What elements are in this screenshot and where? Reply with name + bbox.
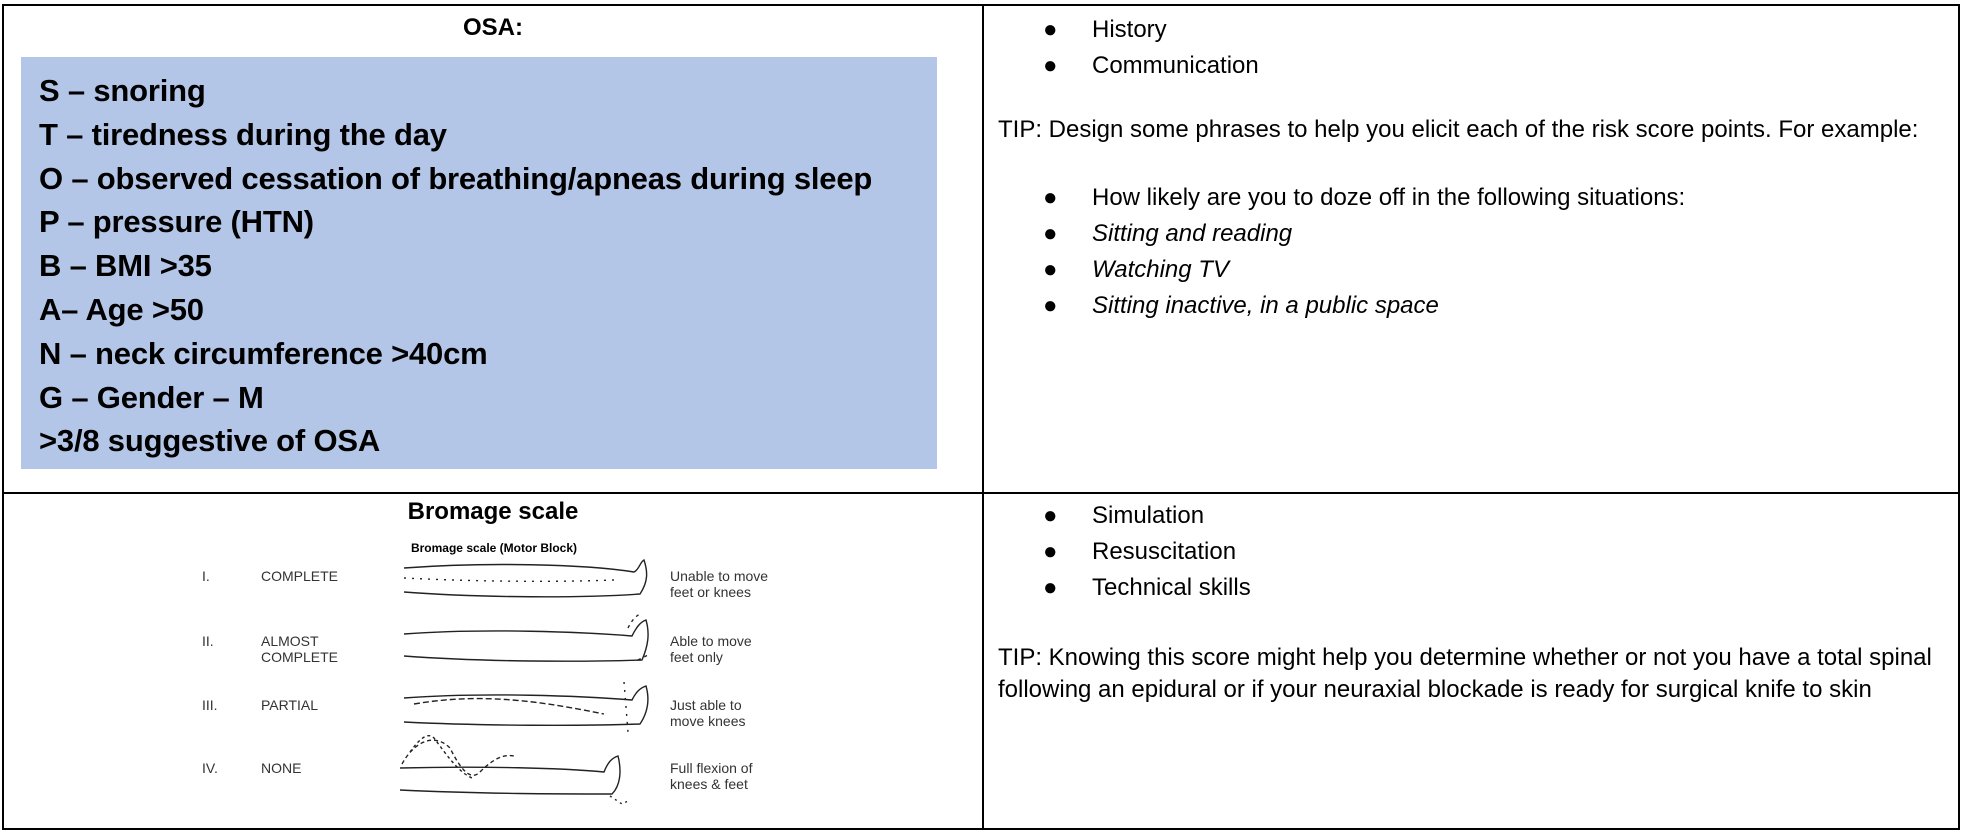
- osa-example-list: [984, 180, 1685, 324]
- leg-outline-complete: [404, 560, 647, 597]
- stop-bang-box: [21, 57, 937, 469]
- bromage-notes-cell: [984, 494, 1958, 828]
- stop-bang-line-t: T – tiredness during the day: [39, 116, 447, 152]
- stop-bang-line-p: P – pressure (HTN): [39, 204, 314, 240]
- list-item: ● Watching TV: [984, 252, 1685, 288]
- grade-desc: feet only: [670, 649, 723, 665]
- grade-level: ALMOST: [261, 633, 319, 649]
- grade-desc: move knees: [670, 713, 746, 729]
- bullet-icon: ●: [1043, 184, 1058, 211]
- bullet-icon: ●: [1043, 502, 1058, 529]
- stop-bang-line-o: O – observed cessation of breathing/apneas during sleep: [39, 160, 873, 196]
- grade-level: PARTIAL: [261, 697, 319, 713]
- grade-numeral: IV.: [202, 760, 218, 776]
- list-item: ● Simulation: [984, 498, 1251, 534]
- osa-skill-list: [984, 12, 1259, 84]
- osa-cell: [4, 6, 982, 492]
- bullet-icon: ●: [1043, 538, 1058, 565]
- grade-level: COMPLETE: [261, 649, 339, 665]
- stop-bang-line-s: S – snoring: [39, 73, 206, 108]
- stop-bang-threshold: >3/8 suggestive of OSA: [39, 423, 381, 459]
- stop-bang-line-a: A– Age >50: [39, 291, 204, 327]
- list-item: ● How likely are you to doze off in the following situations:: [984, 180, 1685, 216]
- stop-bang-line-g: G – Gender – M: [39, 379, 264, 415]
- bullet-icon: ●: [1043, 52, 1058, 79]
- grade-level: NONE: [261, 760, 302, 776]
- grade-desc: Able to move: [670, 633, 752, 649]
- list-item: ● Communication: [984, 48, 1259, 84]
- grade-desc: Just able to: [670, 697, 742, 713]
- content-table: [2, 4, 1960, 830]
- grade-desc: Full flexion of: [670, 760, 753, 776]
- list-item: ● Resuscitation: [984, 534, 1251, 570]
- grade-desc: Unable to move: [670, 568, 769, 584]
- osa-tip: TIP: Design some phrases to help you elicit each of the risk score points. For example:: [998, 116, 1919, 143]
- osa-title: OSA:: [463, 14, 523, 41]
- grade-desc: feet or knees: [670, 584, 751, 600]
- list-item: ● Sitting and reading: [984, 216, 1685, 252]
- figure-title: Bromage scale (Motor Block): [410, 542, 578, 555]
- bullet-icon: ●: [1043, 220, 1058, 247]
- bullet-icon: ●: [1043, 16, 1058, 43]
- bromage-cell: [4, 494, 982, 828]
- grade-level: COMPLETE: [261, 568, 339, 584]
- leg-outline-partial: [404, 682, 648, 732]
- grade-numeral: III.: [202, 697, 218, 713]
- bromage-tip: TIP: Knowing this score might help you determine whether or not you have a total spinal following an epidural or if your neuraxial blockade is ready for surgical knife to skin: [998, 644, 1932, 703]
- osa-notes-cell: [984, 6, 1958, 492]
- bullet-icon: ●: [1043, 292, 1058, 319]
- bromage-title: Bromage scale: [407, 498, 579, 525]
- list-item: ● Technical skills: [984, 570, 1251, 606]
- grade-numeral: I.: [202, 568, 210, 584]
- bromage-scale-figure: [184, 542, 844, 828]
- leg-outline-almost-complete: [404, 614, 650, 661]
- stop-bang-line-b: B – BMI >35: [39, 248, 212, 284]
- grade-desc: knees & feet: [670, 776, 748, 792]
- bromage-skill-list: [984, 498, 1251, 606]
- grade-numeral: II.: [202, 633, 214, 649]
- list-item: ● History: [984, 12, 1259, 48]
- bullet-icon: ●: [1043, 256, 1058, 283]
- leg-outline-none: [400, 736, 630, 804]
- stop-bang-line-n: N – neck circumference >40cm: [39, 335, 488, 371]
- bullet-icon: ●: [1043, 574, 1058, 601]
- list-item: ● Sitting inactive, in a public space: [984, 288, 1685, 324]
